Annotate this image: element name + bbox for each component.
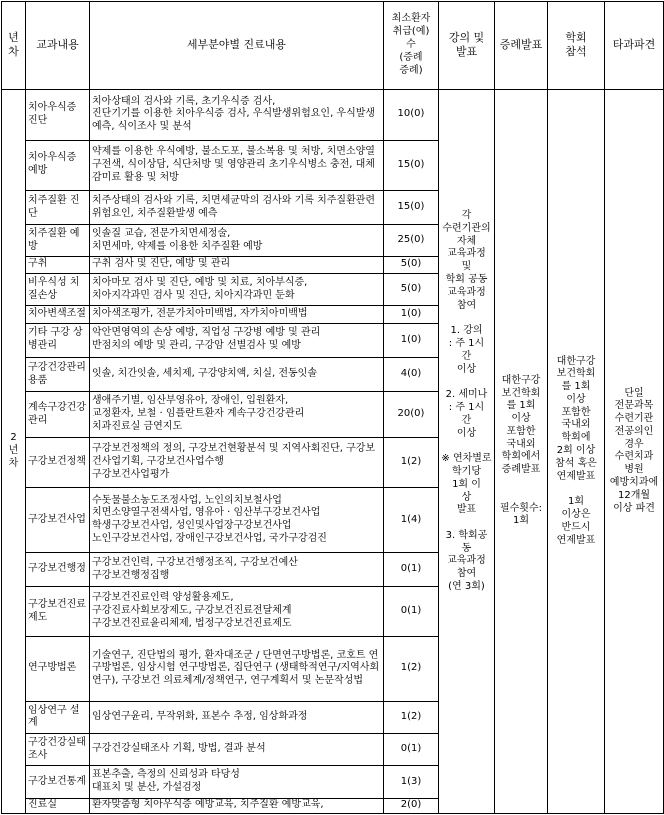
cases-cell: 1(3) [384, 766, 439, 798]
detail-cell: 치아마모 검사 및 진단, 예방 및 치료, 치아부식증, 치아지각과민 검사 및 진단, 치아지각과민 둔화 [90, 273, 384, 305]
detail-cell: 약제를 이용한 우식예방, 불소도포, 불소복용 및 처방, 치면소양열구전색, 식이상담, 식단처방 및 영양관리 초기우식병소 충전, 대체감미료 활용 및 처방 [90, 140, 384, 191]
detail-cell: 수돗물불소농도조정사업, 노인의치보철사업 치면소양열구전색사업, 영유아 · 임산부구강보건사업 학생구강보건사업, 성인및사업장구강보건사업 노인구강보건사업, 장애인구강보건사업, 국가구강검진 [90, 488, 384, 553]
detail-cell: 잇솔, 치간잇솔, 세치제, 구강양치액, 치실, 전동잇솔 [90, 357, 384, 391]
subject-cell: 치아변색조절 [26, 306, 90, 323]
cases-cell: 1(4) [384, 488, 439, 553]
subject-cell: 구강건강실태 조사 [26, 733, 90, 765]
subject-cell: 구강보건통계 [26, 766, 90, 798]
subject-cell: 치아우식증 진단 [26, 89, 90, 140]
cases-cell: 2(0) [384, 798, 439, 813]
detail-cell: 악안면영역의 손상 예방, 직업성 구강병 예방 및 관리 반점치의 예방 및 관리, 구강암 선별검사 및 예방 [90, 323, 384, 357]
subject-cell: 임상연구 설 계 [26, 701, 90, 733]
dispatch-header: 타과파견 [605, 2, 664, 90]
subject-cell: 구강보건사업 [26, 488, 90, 553]
cases-cell: 15(0) [384, 191, 439, 225]
case-report-header: 증례발표 [495, 2, 548, 90]
subject-header: 교과내용 [26, 2, 90, 90]
table-row [2, 89, 664, 140]
cases-cell: 1(0) [384, 323, 439, 357]
cases-cell: 0(1) [384, 587, 439, 637]
year-header: 년차 [2, 2, 26, 90]
detail-cell: 기술연구, 진단법의 평가, 환자대조군 / 단면연구방법론, 코호트 연구방법론, 임상시험 연구방법론, 집단연구 (생태학적연구/지역사회연구), 구강보건 의료체계/정책연구, 연구계획서 및 논문작성법 [90, 636, 384, 701]
detail-cell: 구강보건인력, 구강보건행정조직, 구강보건예산 구강보건행정집행 [90, 553, 384, 587]
subject-cell: 진료실 [26, 798, 90, 813]
detail-cell: 구취 검사 및 진단, 예방 및 관리 [90, 256, 384, 273]
lecture-cell: 각 수련기관의 자체 교육과정 및 학회 공동 교육과정 참여 1. 강의 : 주 1시 간 이상 2. 세미나 : 주 1시 간 이상 ※ 연차별로 학기당 1회 이 상 발표 3. 학회공동 교육과정 참여 (연 3회) [439, 89, 495, 813]
detail-header: 세부분야별 진료내용 [90, 2, 384, 90]
subject-cell: 치주질환 진 단 [26, 191, 90, 225]
cases-cell: 4(0) [384, 357, 439, 391]
cases-cell: 10(0) [384, 89, 439, 140]
detail-cell: 표본추출, 측정의 신뢰성과 타당성 대표치 및 분산, 가설검정 [90, 766, 384, 798]
detail-cell: 치아상태의 검사와 기록, 초기우식증 검사, 진단기기를 이용한 치아우식증 검사, 우식발생위험요인, 우식발생 예측, 식이조사 및 분석 [90, 89, 384, 140]
subject-cell: 계속구강건강 관리 [26, 392, 90, 438]
cases-cell: 5(0) [384, 256, 439, 273]
subject-cell: 연구방법론 [26, 636, 90, 701]
cases-cell: 5(0) [384, 273, 439, 305]
cases-cell: 15(0) [384, 140, 439, 191]
detail-cell: 생애주기별, 임산부영유아, 장애인, 입원환자, 교정환자, 보철 · 임플란트환자 계속구강건강관리 치과진료실 금연지도 [90, 392, 384, 438]
subject-cell: 구강건강관리 용품 [26, 357, 90, 391]
curriculum-table [1, 1, 664, 814]
detail-cell: 환자맞춤형 치아우식증 예방교육, 치주질환 예방교육, [90, 798, 384, 813]
min-cases-header: 최소환자 취급(예) 수 (증례 증례) [384, 2, 439, 90]
cases-cell: 1(0) [384, 306, 439, 323]
year-cell: 2 년 차 [2, 89, 26, 813]
conference-header: 학회 참석 [548, 2, 605, 90]
cases-cell: 1(2) [384, 437, 439, 488]
detail-cell: 구강보건진료인력 양성활용제도, 구강진료사회보장제도, 구강보건진료전달체계 구강보건진료윤리체제, 법정구강보건진료제도 [90, 587, 384, 637]
subject-cell: 기타 구강 상 병관리 [26, 323, 90, 357]
lecture-header: 강의 및 발표 [439, 2, 495, 90]
case-report-cell: 대한구강 보건학회 를 1회 이상 포함한 국내외 학회에서 증례발표 필수횟수: 1회 [495, 89, 548, 813]
subject-cell: 치주질환 예 방 [26, 225, 90, 256]
detail-cell: 잇솔질 교습, 전문가치면세정술, 치면세마, 약제를 이용한 치주질환 예방 [90, 225, 384, 256]
dispatch-cell: 단일 전문과목 수련기관 전공의인 경우 수련치과 병원 예방치과에 12개월 이상 파견 [605, 89, 664, 813]
cases-cell: 20(0) [384, 392, 439, 438]
subject-cell: 구강보건진료 제도 [26, 587, 90, 637]
detail-cell: 구강보건정책의 정의, 구강보건현황분석 및 지역사회진단, 구강보건사업기획, 구강보건사업수행 구강보건사업평가 [90, 437, 384, 488]
subject-cell: 구취 [26, 256, 90, 273]
detail-cell: 치아색조평가, 전문가치아미백법, 자가치아미백법 [90, 306, 384, 323]
header-row [2, 2, 664, 90]
detail-cell: 치주상태의 검사와 기록, 치면세균막의 검사와 기록 치주질환관련 위험요인, 치주질환발생 예측 [90, 191, 384, 225]
subject-cell: 치아우식증 예방 [26, 140, 90, 191]
cases-cell: 1(2) [384, 636, 439, 701]
conference-cell: 대한구강 보건학회 를 1회 이상 포함한 국내외 학회에 2회 이상 참석 혹은 연제발표 1회 이상은 반드시 연제발표 [548, 89, 605, 813]
subject-cell: 구강보건행정 [26, 553, 90, 587]
subject-cell: 구강보건정책 [26, 437, 90, 488]
cases-cell: 25(0) [384, 225, 439, 256]
detail-cell: 임상연구윤리, 무작위화, 표본수 추정, 임상화과정 [90, 701, 384, 733]
cases-cell: 1(2) [384, 701, 439, 733]
subject-cell: 비우식성 치 질손상 [26, 273, 90, 305]
cases-cell: 0(1) [384, 553, 439, 587]
detail-cell: 구강건강실태조사 기획, 방법, 결과 분석 [90, 733, 384, 765]
cases-cell: 0(1) [384, 733, 439, 765]
